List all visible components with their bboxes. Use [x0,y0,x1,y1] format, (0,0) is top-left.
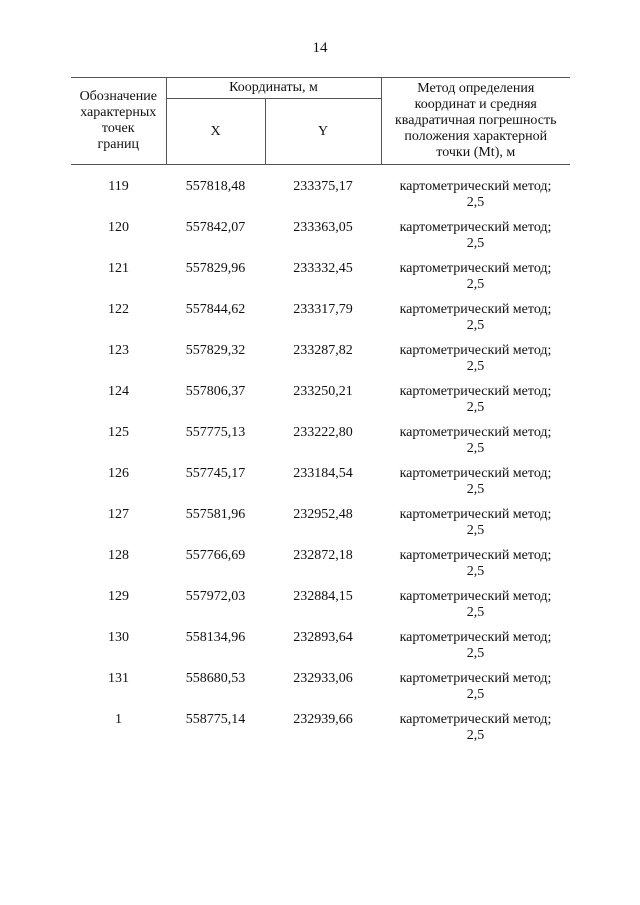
method-text: картометрический метод; [399,343,552,358]
table-row [71,384,570,425]
table-row [71,343,570,384]
y-coordinate: 232893,64 [293,630,353,645]
method-cell [381,179,570,220]
header-point-line: Обозначение [79,89,157,104]
table-body [71,179,570,753]
y-coordinate: 233363,05 [293,220,353,235]
method-text: картометрический метод; [399,261,552,276]
accuracy-value: 2,5 [466,646,485,661]
point-designation: 125 [108,425,129,440]
y-coordinate: 233332,45 [293,261,353,276]
method-text: картометрический метод; [399,179,552,194]
method-cell [381,302,570,343]
accuracy-value: 2,5 [466,236,485,251]
header-method-line: координат и средняя [414,97,537,112]
method-text: картометрический метод; [399,302,552,317]
header-x: X [166,99,265,165]
method-cell [381,466,570,507]
table-row [71,302,570,343]
x-coordinate: 557766,69 [185,548,246,563]
method-text: картометрический метод; [399,671,552,686]
y-coordinate: 233250,21 [293,384,353,399]
method-text: картометрический метод; [399,630,552,645]
method-cell [381,261,570,302]
y-coordinate: 233375,17 [293,179,353,194]
table-row [71,712,570,753]
accuracy-value: 2,5 [466,195,485,210]
header-method-line: положения характерной [404,129,548,144]
table-row [71,466,570,507]
method-text: картометрический метод; [399,220,552,235]
accuracy-value: 2,5 [466,359,485,374]
y-coordinate: 233222,80 [293,425,353,440]
point-designation: 119 [108,179,129,194]
header-y: Y [265,99,381,165]
x-coordinate: 557844,62 [185,302,246,317]
coordinates-table [71,77,570,753]
point-designation: 130 [108,630,129,645]
point-designation: 120 [108,220,129,235]
accuracy-value: 2,5 [466,318,485,333]
x-coordinate: 557745,17 [185,466,246,481]
header-method-line: точки (Mt), м [436,145,516,160]
method-text: картометрический метод; [399,507,552,522]
point-designation: 123 [108,343,129,358]
y-coordinate: 232952,48 [293,507,353,522]
x-coordinate: 558134,96 [185,630,246,645]
table-row [71,220,570,261]
accuracy-value: 2,5 [466,523,485,538]
header-point-line: точек [101,121,135,136]
accuracy-value: 2,5 [466,441,485,456]
method-cell [381,630,570,671]
header-method-line: Метод определения [417,81,535,96]
accuracy-value: 2,5 [466,482,485,497]
point-designation: 124 [108,384,129,399]
y-coordinate: 232884,15 [293,589,353,604]
method-cell [381,384,570,425]
x-coordinate: 557829,32 [185,343,246,358]
table-row [71,589,570,630]
method-text: картометрический метод; [399,466,552,481]
y-coordinate: 233184,54 [293,466,353,481]
table-row [71,630,570,671]
point-designation: 121 [108,261,129,276]
x-coordinate: 557818,48 [185,179,246,194]
method-text: картометрический метод; [399,548,552,563]
table-header [71,78,570,165]
method-cell [381,507,570,548]
x-coordinate: 558775,14 [185,712,246,727]
method-text: картометрический метод; [399,589,552,604]
method-cell [381,343,570,384]
method-cell [381,425,570,466]
point-designation: 131 [108,671,129,686]
accuracy-value: 2,5 [466,728,485,743]
point-designation: 1 [115,712,122,727]
x-coordinate: 557842,07 [185,220,246,235]
point-designation: 129 [108,589,129,604]
x-coordinate: 557581,96 [185,507,246,522]
x-coordinate: 557775,13 [185,425,246,440]
point-designation: 126 [108,466,129,481]
method-cell [381,220,570,261]
accuracy-value: 2,5 [466,687,485,702]
method-cell [381,712,570,753]
table-row [71,548,570,589]
x-coordinate: 557806,37 [185,384,246,399]
accuracy-value: 2,5 [466,564,485,579]
header-method-line: квадратичная погрешность [395,113,557,128]
y-coordinate: 233287,82 [293,343,353,358]
y-coordinate: 232872,18 [293,548,353,563]
table-row [71,425,570,466]
method-cell [381,671,570,712]
table-row [71,671,570,712]
method-text: картометрический метод; [399,425,552,440]
accuracy-value: 2,5 [466,605,485,620]
header-point-line: границ [97,137,139,152]
point-designation: 122 [108,302,129,317]
y-coordinate: 232933,06 [293,671,353,686]
y-coordinate: 232939,66 [293,712,353,727]
y-coordinate: 233317,79 [293,302,353,317]
table-row [71,507,570,548]
point-designation: 127 [108,507,129,522]
x-coordinate: 557829,96 [185,261,246,276]
accuracy-value: 2,5 [466,277,485,292]
page-number: 14 [312,40,328,56]
method-text: картометрический метод; [399,384,552,399]
x-coordinate: 558680,53 [185,671,246,686]
method-cell [381,548,570,589]
header-point-line: характерных [80,105,157,120]
method-cell [381,589,570,630]
header-coordinates: Координаты, м [166,78,381,99]
table-row [71,179,570,220]
header-point-designation [71,78,166,165]
method-text: картометрический метод; [399,712,552,727]
header-method [381,78,570,165]
point-designation: 128 [108,548,129,563]
table-row [71,261,570,302]
x-coordinate: 557972,03 [185,589,246,604]
accuracy-value: 2,5 [466,400,485,415]
